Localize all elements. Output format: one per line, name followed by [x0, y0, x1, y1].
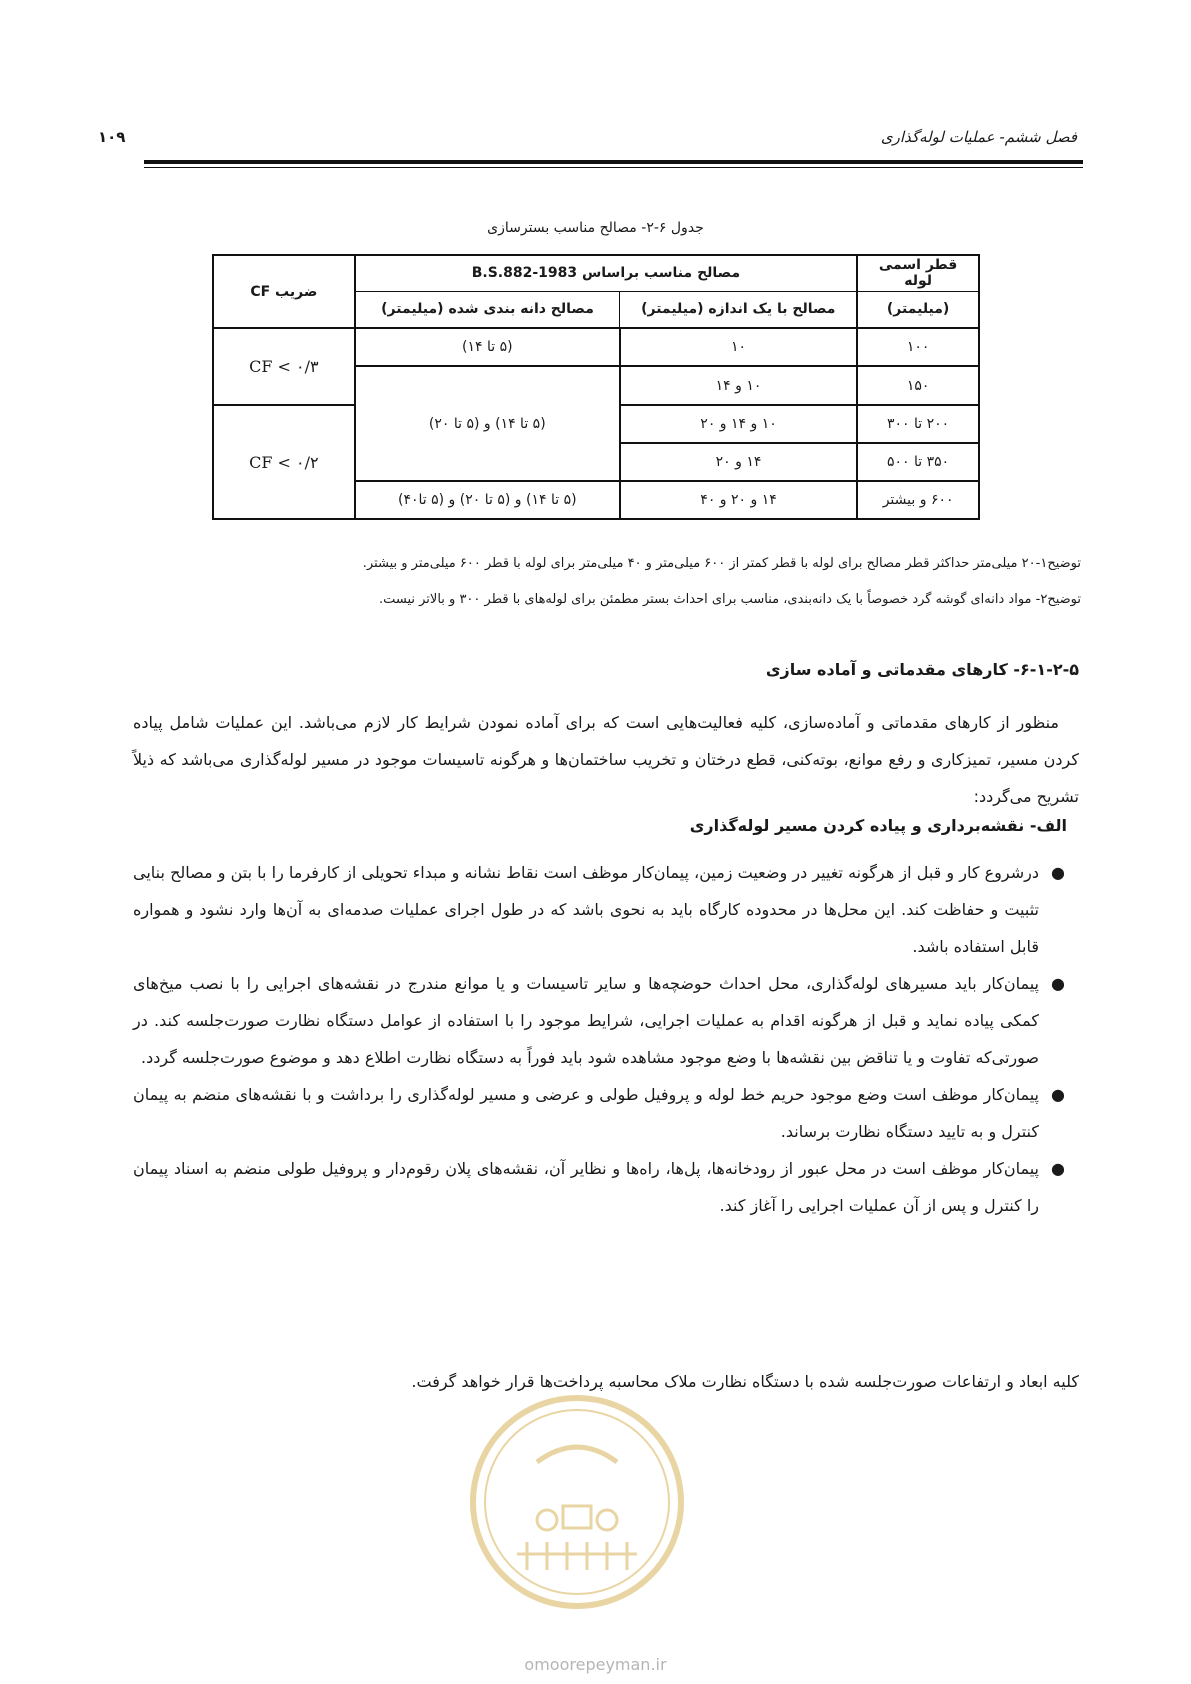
- chapter-title: فصل ششم- عملیات لوله‌گذاری: [880, 128, 1077, 146]
- header-rule-thick: [144, 160, 1083, 164]
- list-item: ● درشروع کار و قبل از هرگونه تغییر در وضعیت زمین، پیمان‌کار موظف است نقاط نشانه و مبداء تحویلی از کارفرما را با بتن و مصالح بنایی تثبیت و حفاظت کند. این محل‌ها در محدوده کارگاه باید به نحوی باشد که در طول اجرای عملیات صدمه‌ای به آن‌ها وارد نشود و همواره قابل استفاده باشد.: [133, 854, 1079, 965]
- cell-single-size: ۱۰: [620, 328, 857, 366]
- cell-graded: (۵ تا ۱۴): [355, 328, 620, 366]
- bullet-icon: ●: [1051, 1085, 1065, 1104]
- page-number: ۱۰۹: [98, 128, 126, 146]
- header-materials-group: مصالح مناسب براساس B.S.882-1983: [355, 255, 858, 291]
- cell-diameter: ۶۰۰ و بیشتر: [857, 481, 979, 519]
- header-rule-thin: [144, 167, 1083, 168]
- header-graded: مصالح دانه بندی شده (میلیمتر): [355, 291, 620, 328]
- header-pipe-diameter: قطر اسمی لوله: [857, 255, 979, 291]
- cell-cf: CF < ۰/۳: [213, 328, 355, 405]
- section-heading: ۶-۱-۲-۵- کارهای مقدماتی و آماده سازی: [765, 660, 1079, 679]
- bullet-icon: ●: [1051, 974, 1065, 993]
- bullet-icon: ●: [1051, 863, 1065, 882]
- bedding-materials-table: [212, 254, 980, 520]
- list-item: ● پیمان‌کار موظف است در محل عبور از رودخانه‌ها، پل‌ها، راه‌ها و نظایر آن، نقشه‌های پلان رقوم‌دار و پروفیل طولی منضم به اسناد پیمان را کنترل و پس از آن عملیات اجرایی را آغاز کند.: [133, 1150, 1079, 1224]
- table-note-1: توضیح۱-۲۰ میلی‌متر حداکثر قطر مصالح برای لوله با قطر کمتر از ۶۰۰ میلی‌متر و ۴۰ میلی‌متر برای لوله با قطر ۶۰۰ میلی‌متر و بیشتر.: [362, 556, 1081, 571]
- cell-graded: (۵ تا ۱۴) و (۵ تا ۲۰) و (۵ تا۴۰): [355, 481, 620, 519]
- watermark-url: omoorepeyman.ir: [524, 1655, 667, 1674]
- cell-cf: CF < ۰/۲: [213, 405, 355, 519]
- header-single-size: مصالح با یک اندازه (میلیمتر): [620, 291, 857, 328]
- intro-paragraph: [133, 704, 1079, 815]
- watermark-seal: [467, 1392, 687, 1612]
- header-pipe-diameter-unit: (میلیمتر): [857, 291, 979, 328]
- cell-graded: (۵ تا ۱۴) و (۵ تا ۲۰): [355, 366, 620, 481]
- intro-text: منظور از کارهای مقدماتی و آماده‌سازی، کلیه فعالیت‌هایی است که برای آماده نمودن شرایط کار لازم می‌باشد. این عملیات شامل پیاده کردن مسیر، تمیزکاری و رفع موانع، بوته‌کنی، قطع درختان و تخریب ساختمان‌ها و هرگونه تاسیسات موجود در مسیر لوله‌گذاری می‌باشد که ذیلاً تشریح می‌گردد:: [133, 713, 1079, 806]
- bullet-icon: ●: [1051, 1159, 1065, 1178]
- cell-diameter: ۱۵۰: [857, 366, 979, 405]
- table-caption: جدول ۶-۲- مصالح مناسب بسترسازی: [487, 220, 704, 236]
- cell-single-size: ۱۰ و ۱۴: [620, 366, 857, 405]
- cell-single-size: ۱۴ و ۲۰: [620, 443, 857, 481]
- requirements-list: [133, 854, 1079, 1224]
- cell-single-size: ۱۰ و ۱۴ و ۲۰: [620, 405, 857, 443]
- table-note-2: توضیح۲- مواد دانه‌ای گوشه گرد خصوصاً با یک دانه‌بندی، مناسب برای احداث بستر مطمئن برای لوله‌های با قطر ۳۰۰ و بالاتر نیست.: [378, 592, 1081, 607]
- list-item: ● پیمان‌کار موظف است وضع موجود حریم خط لوله و پروفیل طولی و عرضی و مسیر لوله‌گذاری را برداشت و با نقشه‌های منضم به پیمان کنترل و به تایید دستگاه نظارت برساند.: [133, 1076, 1079, 1150]
- cell-single-size: ۱۴ و ۲۰ و ۴۰: [620, 481, 857, 519]
- list-item: ● پیمان‌کار باید مسیرهای لوله‌گذاری، محل احداث حوضچه‌ها و سایر تاسیسات و یا موانع مندرج در نقشه‌های اجرایی را با نصب میخ‌های کمکی پیاده نماید و قبل از هرگونه اقدام به عملیات اجرایی، شرایط موجود را با استفاده از عوامل دستگاه نظارت صورت‌جلسه کند. در صورتی‌که تفاوت و یا تناقض بین نقشه‌ها با وضع موجود مشاهده شود باید فوراً به دستگاه نظارت اطلاع دهد و موضوع صورت‌جلسه گردد.: [133, 965, 1079, 1076]
- cell-diameter: ۳۵۰ تا ۵۰۰: [857, 443, 979, 481]
- cell-diameter: ۲۰۰ تا ۳۰۰: [857, 405, 979, 443]
- closing-sentence: کلیه ابعاد و ارتفاعات صورت‌جلسه شده با دستگاه نظارت ملاک محاسبه پرداخت‌ها قرار خواهد گرفت.: [411, 1372, 1079, 1391]
- cell-diameter: ۱۰۰: [857, 328, 979, 366]
- header-cf: ضریب CF: [213, 255, 355, 328]
- subsection-heading: الف- نقشه‌برداری و پیاده کردن مسیر لوله‌گذاری: [689, 816, 1067, 835]
